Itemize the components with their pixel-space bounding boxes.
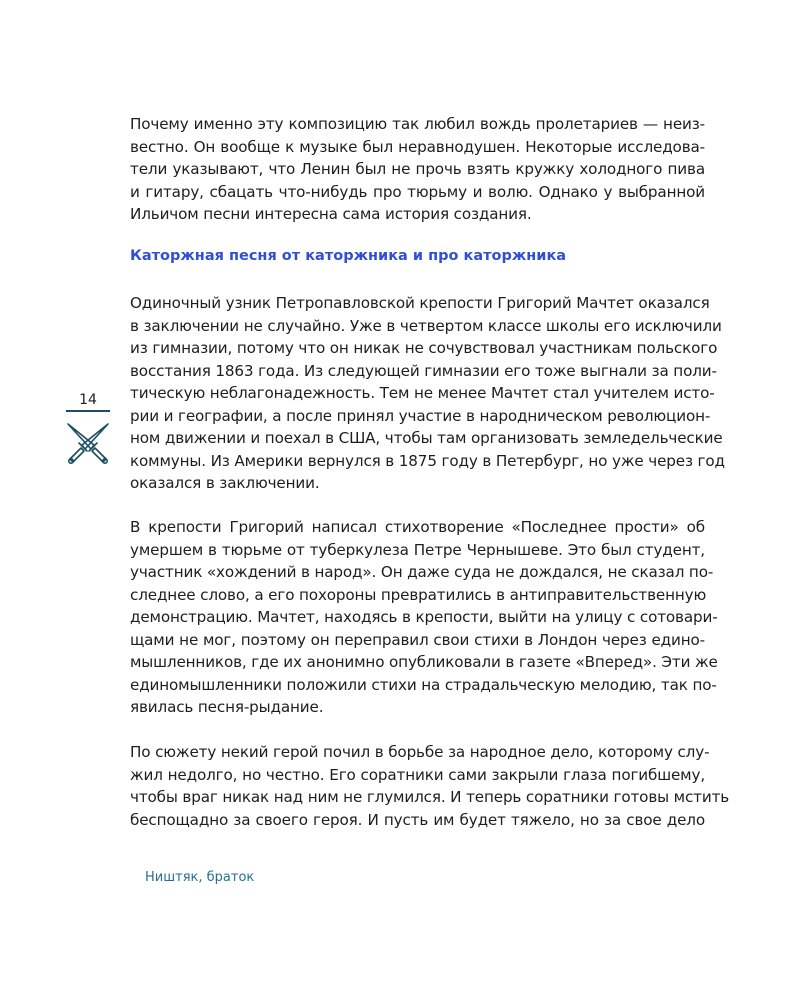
text-line: участник «хождений в народ». Он даже суда не дождался, не сказал по- [130, 563, 714, 581]
text-line: Почему именно эту композицию так любил вождь пролетариев — неиз- [130, 115, 705, 133]
paragraph-1 [130, 113, 705, 226]
paragraph-2 [130, 292, 725, 495]
text-line: оказался в заключении. [130, 474, 320, 492]
text-line: ном движении и поехал в США, чтобы там организовать земледельческие [130, 429, 723, 447]
text-line: Одиночный узник Петропавловской крепости Григорий Мачтет оказался [130, 294, 710, 312]
page-number: 14 [79, 392, 97, 408]
paragraph-3 [130, 516, 718, 719]
text-line: следнее слово, а его похороны превратились в антиправительственную [130, 585, 707, 604]
text-line: явилась песня-рыдание. [130, 698, 324, 716]
running-footer-title: Ништяк, браток [145, 870, 255, 885]
text-line: из гимназии, потому что он никак не сочувствовал участникам польского [130, 339, 718, 357]
text-line: В крепости Григорий написал стихотворение «Последнее прости» об [130, 518, 705, 536]
text-line: щами не мог, поэтому он переправил свои стихи в Лондон через едино- [130, 630, 705, 649]
text-line: в заключении не случайно. Уже в четвертом классе школы его исключили [130, 316, 722, 335]
text-line: чтобы враг никак над ним не глумился. И теперь соратники готовы мстить [130, 788, 730, 806]
text-line: тическую неблагонадежность. Тем не менее Мачтет стал учителем исто- [130, 384, 715, 402]
text-line: единомышленники положили стихи на страдальческую мелодию, так по- [130, 675, 717, 694]
text-line: коммуны. Из Америки вернулся в 1875 году в Петербург, но уже через год [130, 451, 725, 470]
text-line: мышленников, где их анонимно опубликовали в газете «Вперед». Эти же [130, 653, 718, 671]
text-line: беспощадно за своего героя. И пусть им будет тяжело, но за свое дело [130, 810, 705, 829]
text-line: рии и географии, а после принял участие в народническом революцион- [130, 406, 711, 425]
crossed-knives-icon [64, 420, 112, 468]
page-number-rule [66, 410, 110, 412]
text-line: и гитару, сбацать что-нибудь про тюрьму и волю. Однако у выбранной [130, 182, 705, 201]
text-line: демонстрацию. Мачтет, находясь в крепости, выйти на улицу с сотовари- [130, 608, 718, 626]
text-line: По сюжету некий герой почил в борьбе за народное дело, которому слу- [130, 743, 710, 761]
section-heading: Каторжная песня от каторжника и про каторжника [130, 248, 567, 264]
text-line: тели указывают, что Ленин был не прочь взять кружку холодного пива [130, 160, 705, 178]
text-line: умершем в тюрьме от туберкулеза Петре Чернышеве. Это был студент, [130, 540, 705, 559]
text-line: восстания 1863 года. Из следующей гимназии его тоже выгнали за поли- [130, 361, 717, 380]
text-line: жил недолго, но честно. Его соратники сами закрыли глаза погибшему, [130, 765, 705, 784]
text-line: Ильичом песни интересна сама история создания. [130, 205, 532, 223]
text-line: вестно. Он вообще к музыке был неравнодушен. Некоторые исследова- [130, 137, 705, 156]
paragraph-4 [130, 741, 730, 831]
